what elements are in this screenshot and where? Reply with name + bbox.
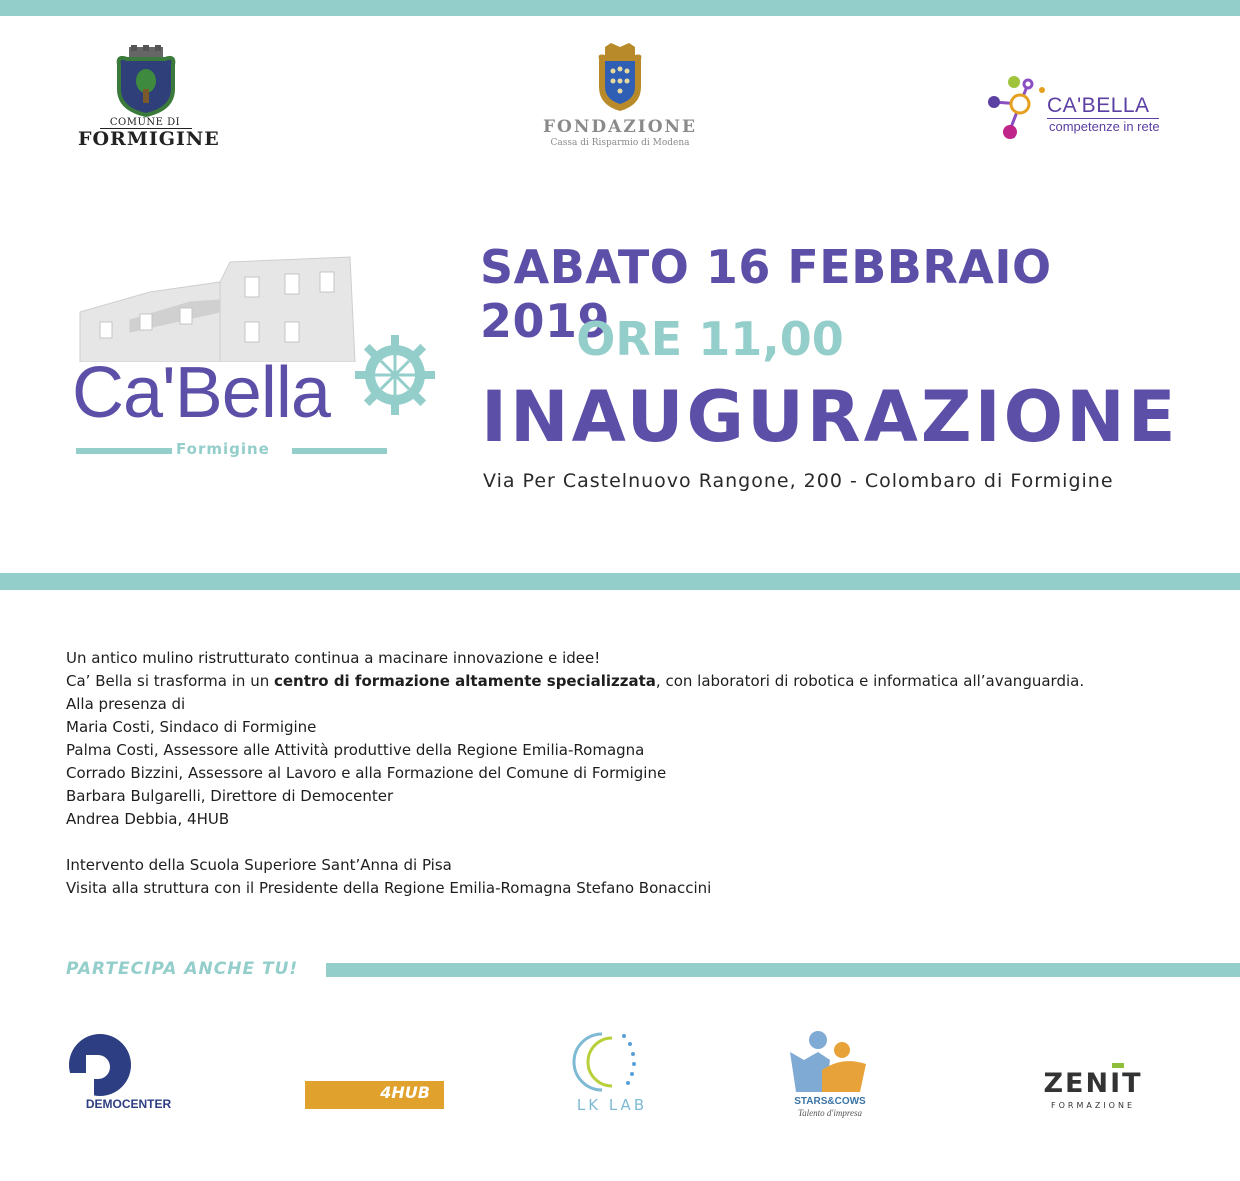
description-line: Un antico mulino ristrutturato continua a macinare innovazione e idee! (66, 649, 601, 667)
speaker-line: Palma Costi, Assessore alle Attività produttive della Regione Emilia-Romagna (66, 741, 645, 759)
cabella-logo-underline-right (292, 448, 387, 454)
fondazione-crest-icon (595, 43, 645, 113)
cabella-logo-subtitle: Formigine (176, 440, 270, 458)
event-title: INAUGURAZIONE (481, 376, 1179, 458)
blank-line (66, 831, 1186, 854)
event-date: SABATO 16 FEBBRAIO 2019 (480, 240, 1052, 348)
stars-cows-label: STARS&COWS (794, 1096, 866, 1107)
cabella-network-icon (984, 70, 1050, 146)
cabella-logo-underline-left (76, 448, 172, 454)
middle-band (0, 573, 1240, 590)
description-highlight: centro di formazione altamente specializzata (273, 672, 656, 690)
program-line: Intervento della Scuola Superiore Sant’Anna di Pisa (66, 856, 452, 874)
program-line: Visita alla struttura con il Presidente della Regione Emilia-Romagna Stefano Bonaccini (66, 879, 712, 897)
4hub-label: 4HUB (380, 1083, 430, 1102)
gear-icon (355, 335, 435, 415)
formigine-title: FORMIGINE (78, 128, 220, 150)
cabella-logo-text: Ca'Bella (72, 353, 330, 433)
democenter-logo-icon (68, 1033, 132, 1097)
description-line (66, 670, 1186, 693)
event-address: Via Per Castelnuovo Rangone, 200 - Colombaro di Formigine (483, 470, 1114, 492)
zenit-accent (1112, 1063, 1124, 1068)
formigine-crest-icon (113, 45, 179, 117)
building-illustration (70, 252, 370, 362)
speaker-line: Barbara Bulgarelli, Direttore di Democenter (66, 787, 394, 805)
fondazione-title: FONDAZIONE (542, 117, 698, 137)
speaker-line: Maria Costi, Sindaco di Formigine (66, 718, 317, 736)
cabella-header-subtitle: competenze in rete (1049, 119, 1160, 134)
event-time: ORE 11,00 (576, 312, 844, 366)
description-line: Alla presenza di (66, 695, 186, 713)
description-text: , con laboratori di robotica e informatica all’avanguardia. (655, 672, 1085, 690)
speaker-line: Corrado Bizzini, Assessore al Lavoro e alla Formazione del Comune di Formigine (66, 764, 667, 782)
description-text: Ca’ Bella si trasforma in un (66, 672, 274, 690)
stars-cows-logo-icon (786, 1030, 870, 1094)
event-description (66, 647, 1186, 900)
stars-cows-subtitle: Talento d'impresa (797, 1108, 862, 1118)
zenit-subtitle: FORMAZIONE (1050, 1101, 1135, 1110)
speaker-line: Andrea Debbia, 4HUB (66, 810, 230, 828)
formigine-subtitle: COMUNE DI (109, 117, 181, 128)
fondazione-subtitle: Cassa di Risparmio di Modena (550, 138, 690, 148)
partecipa-band (326, 963, 1240, 977)
lklab-label: LK LAB (576, 1096, 648, 1114)
zenit-label: ZENIT (1043, 1068, 1143, 1099)
cabella-header-title: CA'BELLA (1047, 94, 1150, 117)
partecipa-heading: PARTECIPA ANCHE TU! (66, 959, 299, 979)
lklab-logo-icon (572, 1030, 652, 1094)
top-band (0, 0, 1240, 16)
democenter-label: DEMOCENTER (85, 1097, 172, 1111)
